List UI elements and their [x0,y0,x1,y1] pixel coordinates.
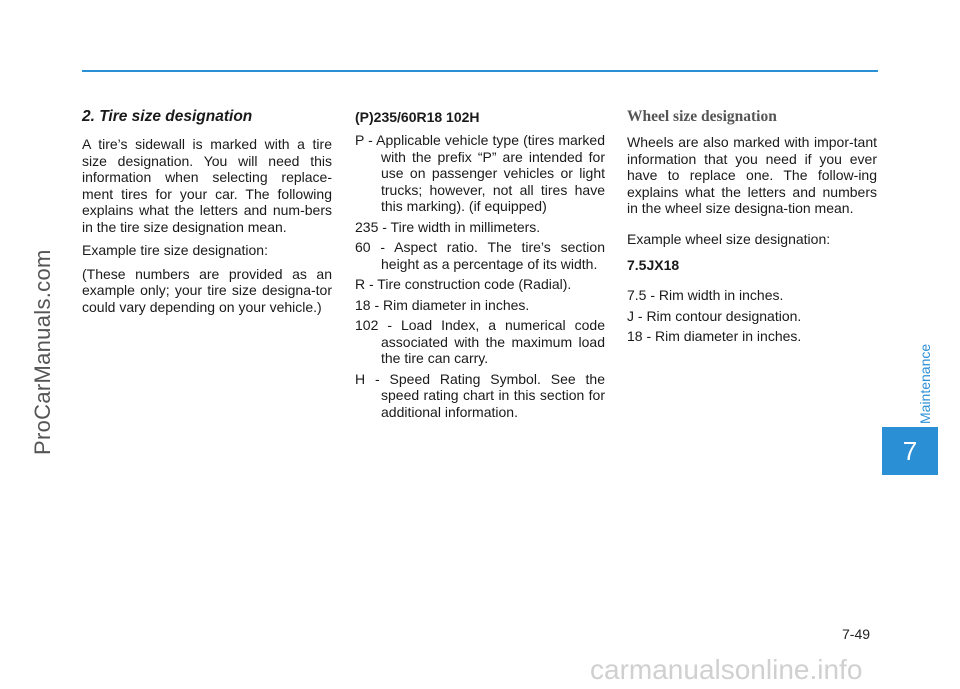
header-rule [82,70,878,72]
wheel-example-code: 7.5JX18 [627,257,680,273]
definition-item: H - Speed Rating Symbol. See the speed rating chart in this section for additional information. [355,370,605,420]
wheel-size-intro: Wheels are also marked with impor-tant information that you need if you ever have to replace one. The follow-ing explains what the letters and numbers in the wheel size designa-tion mean. [627,134,877,216]
tire-size-heading: 2. Tire size designation [82,108,253,125]
tire-example-code: (P)235/60R18 102H [355,109,480,125]
footer-watermark: carmanualsonline.info [590,654,863,685]
column-tire-code-definitions [355,106,605,424]
tire-size-example-label: Example tire size designation: [82,242,268,258]
definition-item: 18 - Rim diameter in inches. [355,296,530,313]
wheel-definition-item: J - Rim contour designation. [627,307,802,324]
definition-item: 235 - Tire width in millimeters. [355,218,541,235]
page-number: 7-49 [842,626,871,642]
chapter-number: 7 [902,435,918,466]
wheel-size-heading: Wheel size designation [627,108,777,125]
tire-size-note: (These numbers are provided as an example only; your tire size designa-tor could vary depending on your vehicle.) [82,265,332,315]
chapter-number-badge [882,427,938,475]
definition-item: P - Applicable vehicle type (tires marked with the prefix “P” are intended for use on passenger vehicles or light trucks; however, not all tires have this marking). (if equipped) [355,132,605,214]
definition-item: 60 - Aspect ratio. The tire’s section height as a percentage of its width. [355,239,605,272]
wheel-example-label: Example wheel size designation: [627,230,831,247]
wheel-definition-item: 7.5 - Rim width in inches. [627,287,784,303]
definition-item: 102 - Load Index, a numerical code associated with the maximum load the tire can carry. [355,317,605,366]
tire-size-intro: A tire’s sidewall is marked with a tire size designation. You will need this information when selecting replace-ment tires for your car. The following explains what the letters and num-bers in the tire size designation mean. [82,136,332,235]
wheel-definition-item: 18 - Rim diameter in inches. [627,328,802,344]
column-tire-size [82,106,332,322]
column-wheel-size [627,106,877,349]
side-watermark: ProCarManuals.com [30,249,55,455]
definition-item: R - Tire construction code (Radial). [355,276,572,292]
section-label: Maintenance [917,343,933,424]
